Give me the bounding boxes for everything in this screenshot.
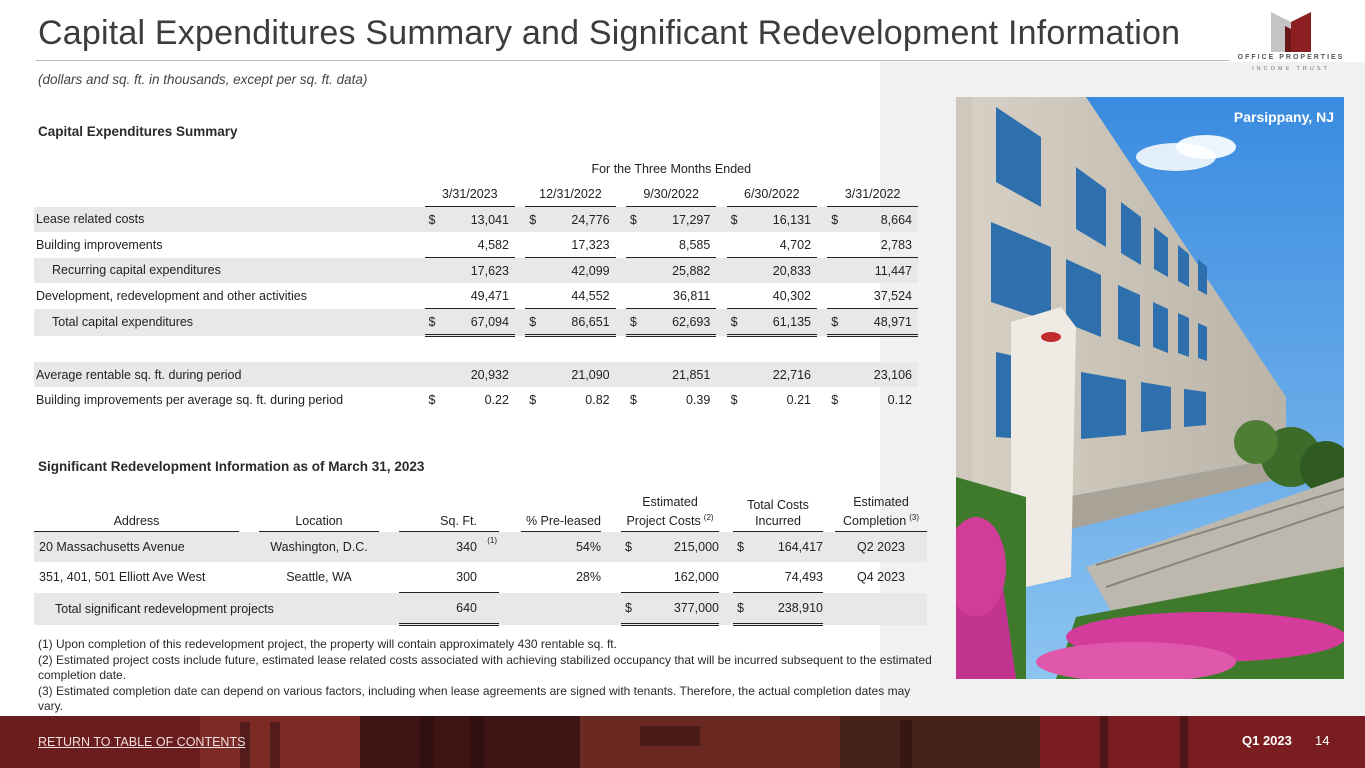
footnote-1: (1) Upon completion of this redevelopment project, the property will contain approximately 430 rentable sq. ft.	[38, 637, 617, 651]
currency-symbol: $	[525, 309, 541, 336]
currency-symbol: $	[529, 392, 537, 407]
column-header-line: Incurred	[755, 514, 801, 529]
capex-table	[34, 156, 918, 412]
row-label: Total capital expenditures	[34, 309, 414, 336]
table-cell: 17,297	[642, 207, 716, 233]
table-cell: 22,716	[743, 362, 817, 387]
currency-symbol: $	[727, 207, 743, 233]
column-header: 3/31/2023	[425, 181, 515, 207]
currency-symbol: $	[827, 207, 843, 233]
row-label: Lease related costs	[34, 207, 414, 233]
table-cell: 4,702	[779, 237, 812, 252]
table-row	[34, 562, 927, 593]
table-cell: 0.82	[585, 392, 610, 407]
table-cell: 21,090	[542, 362, 616, 387]
currency-symbol: $	[621, 593, 637, 625]
capex-column-header-row	[34, 181, 918, 207]
capex-spacer-row	[34, 336, 918, 363]
table-cell: 0.22	[484, 392, 509, 407]
company-logo	[1236, 12, 1346, 77]
table-cell: 21,851	[642, 362, 716, 387]
logo-mark-icon	[1257, 12, 1325, 52]
currency-symbol: $	[621, 532, 637, 563]
currency-symbol: $	[626, 207, 642, 233]
row-label: Building improvements per average sq. ft. during period	[36, 392, 344, 407]
capex-row-avg-sqft	[34, 362, 918, 387]
currency-symbol: $	[733, 532, 749, 563]
table-cell: 61,135	[743, 309, 817, 336]
currency-symbol: $	[727, 309, 743, 336]
table-of-contents-link[interactable]: RETURN TO TABLE OF CONTENTS	[38, 735, 246, 749]
table-cell: 2,783	[880, 237, 912, 252]
table-cell: 20,932	[441, 362, 515, 387]
column-header-line: Estimated	[853, 495, 909, 509]
total-est-cost: 377,000	[637, 593, 719, 625]
location-cell: Seattle, WA	[286, 570, 352, 585]
title-divider	[36, 60, 1229, 61]
row-label: Building improvements	[36, 237, 163, 252]
incurred-cell: 164,417	[749, 532, 823, 563]
column-header-completion	[835, 494, 927, 532]
footnote-ref: (3)	[909, 513, 919, 522]
sqft-cell	[399, 532, 499, 563]
table-cell: 25,882	[642, 258, 716, 284]
est-cost-cell: 215,000	[637, 532, 719, 563]
redev-heading: Significant Redevelopment Information as of March 31, 2023	[38, 459, 425, 474]
logo-wordmark: OFFICE PROPERTIES	[1237, 54, 1345, 61]
column-header: 6/30/2022	[727, 181, 817, 207]
page-subtitle: (dollars and sq. ft. in thousands, except per sq. ft. data)	[38, 72, 368, 87]
column-header-preleased: % Pre-leased	[521, 494, 601, 532]
table-cell: 37,524	[873, 288, 912, 303]
table-cell: 8,664	[844, 207, 918, 233]
redev-header-row	[34, 494, 927, 532]
est-cost-cell: 162,000	[673, 570, 719, 585]
currency-symbol: $	[428, 392, 436, 407]
table-cell: 0.39	[685, 392, 711, 407]
capex-row-development	[34, 283, 918, 309]
currency-symbol: $	[629, 392, 637, 407]
footnotes	[38, 637, 938, 715]
table-cell: 20,833	[743, 258, 817, 284]
table-cell: 4,582	[477, 237, 509, 252]
column-header-line: Completion	[842, 514, 907, 529]
column-header-line: Project Costs	[626, 514, 701, 529]
photo-caption: Parsippany, NJ	[1233, 109, 1334, 125]
table-cell: 17,623	[441, 258, 515, 284]
footer-bar	[0, 716, 1365, 768]
sqft-cell: 300	[456, 570, 477, 585]
currency-symbol: $	[626, 309, 642, 336]
column-header-line: Total Costs	[747, 498, 809, 513]
total-label: Total significant redevelopment projects	[34, 593, 379, 625]
table-cell: 36,811	[673, 288, 711, 303]
quarter-label: Q1 2023	[1242, 733, 1292, 748]
address-cell: 20 Massachusetts Avenue	[34, 532, 239, 563]
period-header: For the Three Months Ended	[591, 161, 752, 176]
row-label: Recurring capital expenditures	[34, 258, 414, 284]
table-cell: 0.21	[786, 392, 812, 407]
currency-symbol: $	[525, 207, 541, 233]
table-cell: 67,094	[441, 309, 515, 336]
column-header-est-cost	[621, 494, 719, 532]
page-number: 14	[1315, 733, 1330, 748]
table-cell: 62,693	[642, 309, 716, 336]
column-header-location: Location	[259, 494, 379, 532]
location-cell: Washington, D.C.	[259, 532, 379, 563]
footnote-ref: (1)	[487, 536, 497, 546]
column-header: 3/31/2022	[827, 181, 918, 207]
footnote-2: (2) Estimated project costs include future, estimated lease related costs associated with achieving stabilized occupancy that will be incurred subsequent to the estimated completion date.	[38, 652, 932, 682]
table-cell: 23,106	[844, 362, 918, 387]
completion-cell: Q2 2023	[835, 532, 927, 563]
row-label: Development, redevelopment and other activities	[36, 288, 307, 303]
page-title: Capital Expenditures Summary and Significant Redevelopment Information	[38, 14, 1181, 52]
table-cell: 0.12	[887, 392, 912, 407]
currency-symbol: $	[425, 309, 441, 336]
table-cell: 13,041	[441, 207, 515, 233]
table-cell: 44,552	[571, 288, 610, 303]
table-cell: 8,585	[679, 237, 711, 252]
table-cell: 16,131	[743, 207, 817, 233]
incurred-cell: 74,493	[784, 570, 823, 585]
column-header-sqft: Sq. Ft.	[399, 494, 499, 532]
table-cell: 42,099	[542, 258, 616, 284]
address-cell: 351, 401, 501 Elliott Ave West	[39, 570, 206, 585]
column-header: 9/30/2022	[626, 181, 716, 207]
building-illustration	[956, 97, 1344, 679]
column-header-incurred	[733, 494, 823, 532]
table-cell: 11,447	[844, 258, 918, 284]
footnote-ref: (2)	[703, 513, 714, 522]
currency-symbol: $	[831, 392, 839, 407]
currency-symbol: $	[733, 593, 749, 625]
table-cell: 24,776	[542, 207, 616, 233]
currency-symbol: $	[425, 207, 441, 233]
table-cell: 48,971	[844, 309, 918, 336]
capex-row-per-sqft	[34, 387, 918, 412]
table-cell: 49,471	[470, 288, 509, 303]
sqft-value: 340	[456, 540, 477, 555]
column-header-line: Estimated	[642, 495, 698, 509]
total-incurred: 238,910	[749, 593, 823, 625]
total-sqft: 640	[399, 593, 499, 625]
completion-cell: Q4 2023	[857, 570, 905, 585]
redevelopment-table	[34, 494, 927, 626]
logo-tagline: INCOME TRUST	[1252, 66, 1330, 72]
capex-heading: Capital Expenditures Summary	[38, 124, 238, 139]
capex-row-building-improvements	[34, 232, 918, 258]
table-row	[34, 532, 927, 563]
preleased-cell: 54%	[521, 532, 601, 563]
capex-row-lease-related	[34, 207, 918, 233]
currency-symbol: $	[730, 392, 738, 407]
row-label: Average rentable sq. ft. during period	[34, 362, 414, 387]
table-cell: 86,651	[542, 309, 616, 336]
currency-symbol: $	[827, 309, 843, 336]
property-photo	[956, 97, 1344, 679]
capex-period-header-row	[34, 156, 918, 181]
column-header: 12/31/2022	[525, 181, 615, 207]
capex-row-total	[34, 309, 918, 336]
column-header-address: Address	[34, 494, 239, 532]
table-cell: 17,323	[571, 237, 610, 252]
table-cell: 40,302	[772, 288, 812, 303]
capex-row-recurring	[34, 258, 918, 284]
redev-total-row	[34, 593, 927, 625]
preleased-cell: 28%	[575, 570, 601, 585]
footnote-3: (3) Estimated completion date can depend on various factors, including when lease agreements are signed with tenants. Therefore, the actual completion dates may vary.	[38, 683, 911, 713]
